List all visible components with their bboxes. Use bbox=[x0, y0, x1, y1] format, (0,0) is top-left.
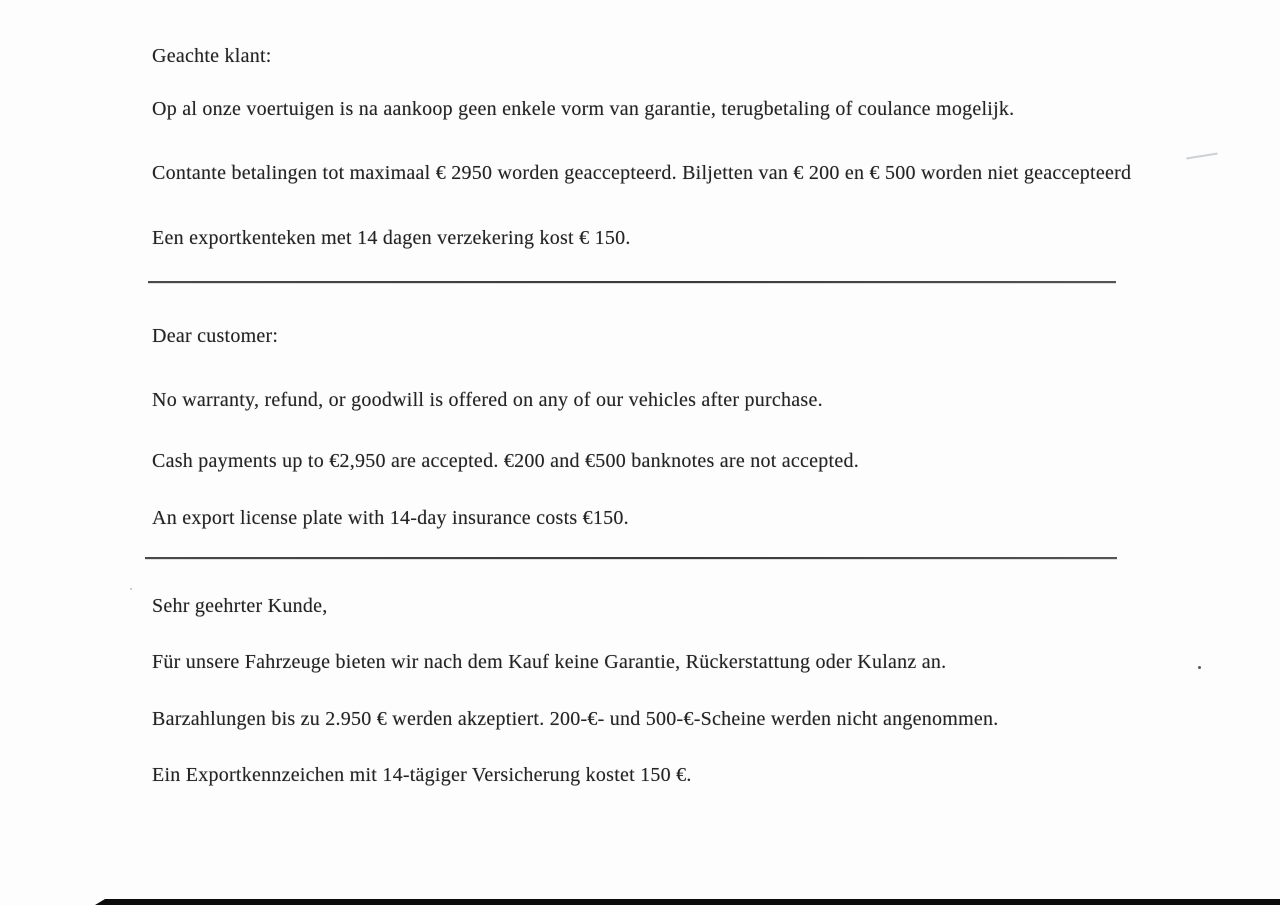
dutch-greeting: Geachte klant: bbox=[152, 45, 272, 67]
german-paragraph-3: Ein Exportkennzeichen mit 14-tägiger Versicherung kostet 150 €. bbox=[152, 764, 692, 786]
german-greeting: Sehr geehrter Kunde, bbox=[152, 595, 328, 617]
english-greeting: Dear customer: bbox=[152, 325, 279, 347]
scan-artifact-pen-mark bbox=[1186, 153, 1218, 160]
english-paragraph-1: No warranty, refund, or goodwill is offered on any of our vehicles after purchase. bbox=[152, 389, 823, 411]
dutch-paragraph-3: Een exportkenteken met 14 dagen verzekering kost € 150. bbox=[152, 227, 631, 249]
german-paragraph-1: Für unsere Fahrzeuge bieten wir nach dem Kauf keine Garantie, Rückerstattung oder Kulanz an. bbox=[152, 651, 947, 673]
german-paragraph-2: Barzahlungen bis zu 2.950 € werden akzeptiert. 200-€- und 500-€-Scheine werden nicht angenommen. bbox=[152, 708, 999, 730]
english-paragraph-2: Cash payments up to €2,950 are accepted. €200 and €500 banknotes are not accepted. bbox=[152, 450, 859, 472]
dutch-paragraph-2: Contante betalingen tot maximaal € 2950 worden geaccepteerd. Biljetten van € 200 en € 500 worden niet geaccepteerd bbox=[152, 162, 1132, 184]
section-divider-2 bbox=[145, 557, 1117, 559]
scan-artifact-dot bbox=[1198, 666, 1201, 669]
dutch-paragraph-1: Op al onze voertuigen is na aankoop geen enkele vorm van garantie, terugbetaling of coulance mogelijk. bbox=[152, 98, 1015, 120]
scan-artifact-speck bbox=[130, 588, 132, 590]
section-divider-1 bbox=[148, 281, 1116, 283]
english-paragraph-3: An export license plate with 14-day insurance costs €150. bbox=[152, 507, 629, 529]
scan-edge-bar bbox=[95, 899, 1280, 905]
